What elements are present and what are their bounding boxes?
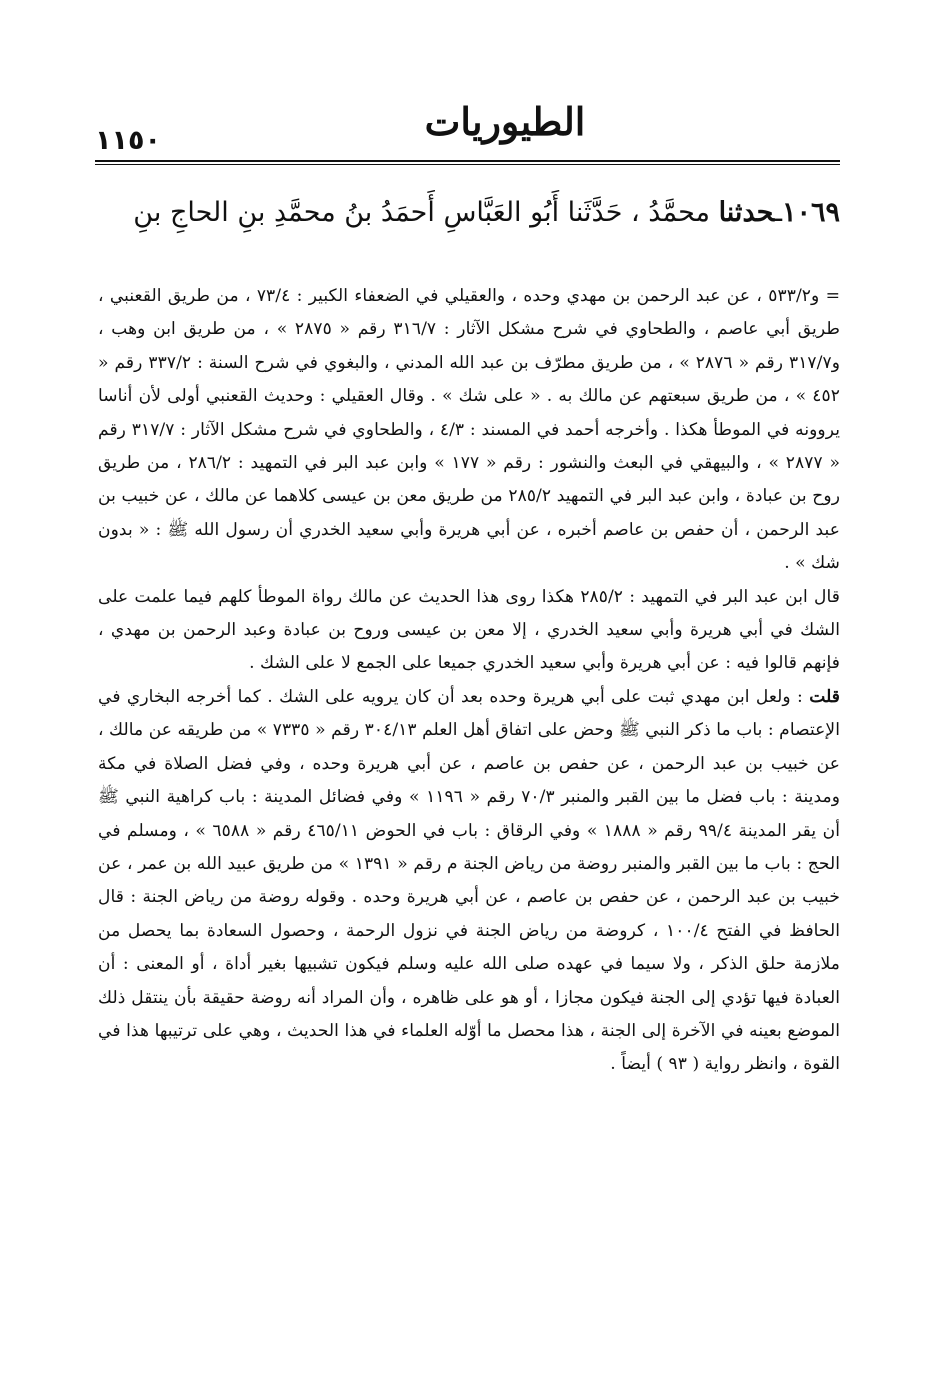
book-title: الطيوريات	[424, 99, 586, 144]
footnote-paragraph-2: قال ابن عبد البر في التمهيد : ٢٨٥/٢ هكذا روى هذا الحديث عن مالك رواة الموطأ كلهم فيما علمت على الشك في أبي هريرة وأبي سعيد الخدري ، إلا معن بن عيسى وروح بن عبادة وعبد الرحمن بن مهدي ، فإنهم قالوا فيه : عن أبي هريرة وأبي سعيد الخدري جميعا على الجمع لا على الشك .	[98, 586, 840, 674]
hadith-isnad: محمَّدُ ، حَدَّثَنا أَبُو العَبَّاسِ أَحمَدُ بنُ محمَّدِ بنِ الحاجِ بنِ	[133, 197, 719, 228]
footnote-paragraph-1: = و٥٣٣/٢ ، عن عبد الرحمن بن مهدي وحده ، والعقيلي في الضعفاء الكبير : ٧٣/٤ ، من طريق القعنبي ، طريق أبي عاصم ، والطحاوي في شرح مشكل الآثار : ٣١٦/٧ رقم « ٢٨٧٥ » ، من طريق ابن وهب ، و٣١٧/٧ رقم « ٢٨٧٦ » ، من طريق مطرّف بن عبد الله المدني ، والبغوي في شرح السنة : ٣٣٧/٢ رقم « ٤٥٢ » ، من طريق سبعتهم عن مالك به . « على شك » . وقال العقيلي : وحديث القعنبي أولى لأن أناسا يروونه في الموطأ هكذا . وأخرجه أحمد في المسند : ٤/٣ ، والطحاوي في شرح مشكل الآثار : ٣١٧/٧ رقم « ٢٨٧٧ » ، والبيهقي في البعث والنشور : رقم « ١٧٧ » وابن عبد البر في التمهيد : ٢٨٦/٢ ، من طريق روح بن عبادة ، وابن عبد البر في التمهيد ٢٨٥/٢ من طريق معن بن عيسى كلاهما عن مالك ، عن خبيب بن عبد الرحمن ، أن حفص بن عاصم أخبره ، عن أبي هريرة وأبي سعيد الخدري أن رسول الله ﷺ : « بدون شك » .	[98, 286, 841, 574]
page-header	[95, 95, 840, 155]
hadith-separator: ـ	[774, 197, 782, 228]
header-divider	[95, 160, 840, 165]
hadith-hadda: حدثنا	[718, 197, 775, 228]
hadith-number: ١٠٦٩	[781, 197, 840, 228]
footnote-paragraph-3	[98, 681, 840, 1082]
hadith-main-text	[95, 190, 840, 236]
footnotes	[98, 280, 840, 1082]
page-number: ١١٥٠	[95, 125, 161, 156]
footnote-paragraph-3-text: : ولعل ابن مهدي ثبت على أبي هريرة وحده بعد أن كان يرويه على الشك . كما أخرجه البخاري في الإعتصام : باب ما ذكر النبي ﷺ وحض على اتفاق أهل العلم ٣٠٤/١٣ رقم « ٧٣٣٥ » من طريقه عن مالك ، عن خبيب بن عبد الرحمن ، عن حفص بن عاصم ، عن أبي هريرة وحده ، وفي فضل الصلاة في مكة ومدينة : باب فضل ما بين القبر والمنبر ٧٠/٣ رقم « ١١٩٦ » وفي فضائل المدينة : باب كراهية النبي ﷺ أن يقر المدينة ٩٩/٤ رقم « ١٨٨٨ » وفي الرقاق : باب في الحوض ٤٦٥/١١ رقم « ٦٥٨٨ » ، ومسلم في الحج : باب ما بين القبر والمنبر روضة من رياض الجنة م رقم « ١٣٩١ » من طريق عبيد الله بن عمر ، عن خبيب بن عبد الرحمن ، عن حفص بن عاصم ، عن أبي هريرة وحده . وقوله روضة من رياض الجنة : قال الحافظ في الفتح ١٠٠/٤ ، كروضة من رياض الجنة في نزول الرحمة ، وحصول السعادة بما يحصل من ملازمة حلق الذكر ، ولا سيما في عهده صلى الله عليه وسلم فيكون تشبيها بغير أداة ، أو المعنى : أن العبادة فيها تؤدي إلى الجنة فيكون مجازا ، أو هو على ظاهره ، وأن المراد أنه روضة حقيقة بأن ينتقل ذلك الموضع بعينه في الآخرة إلى الجنة ، هذا محصل ما أوّله العلماء في هذا الحديث ، وهي على ترتيبها هذا في القوة ، وانظر رواية ( ٩٣ ) أيضاً .	[98, 686, 840, 1075]
qultu-label: قلت	[809, 686, 840, 707]
